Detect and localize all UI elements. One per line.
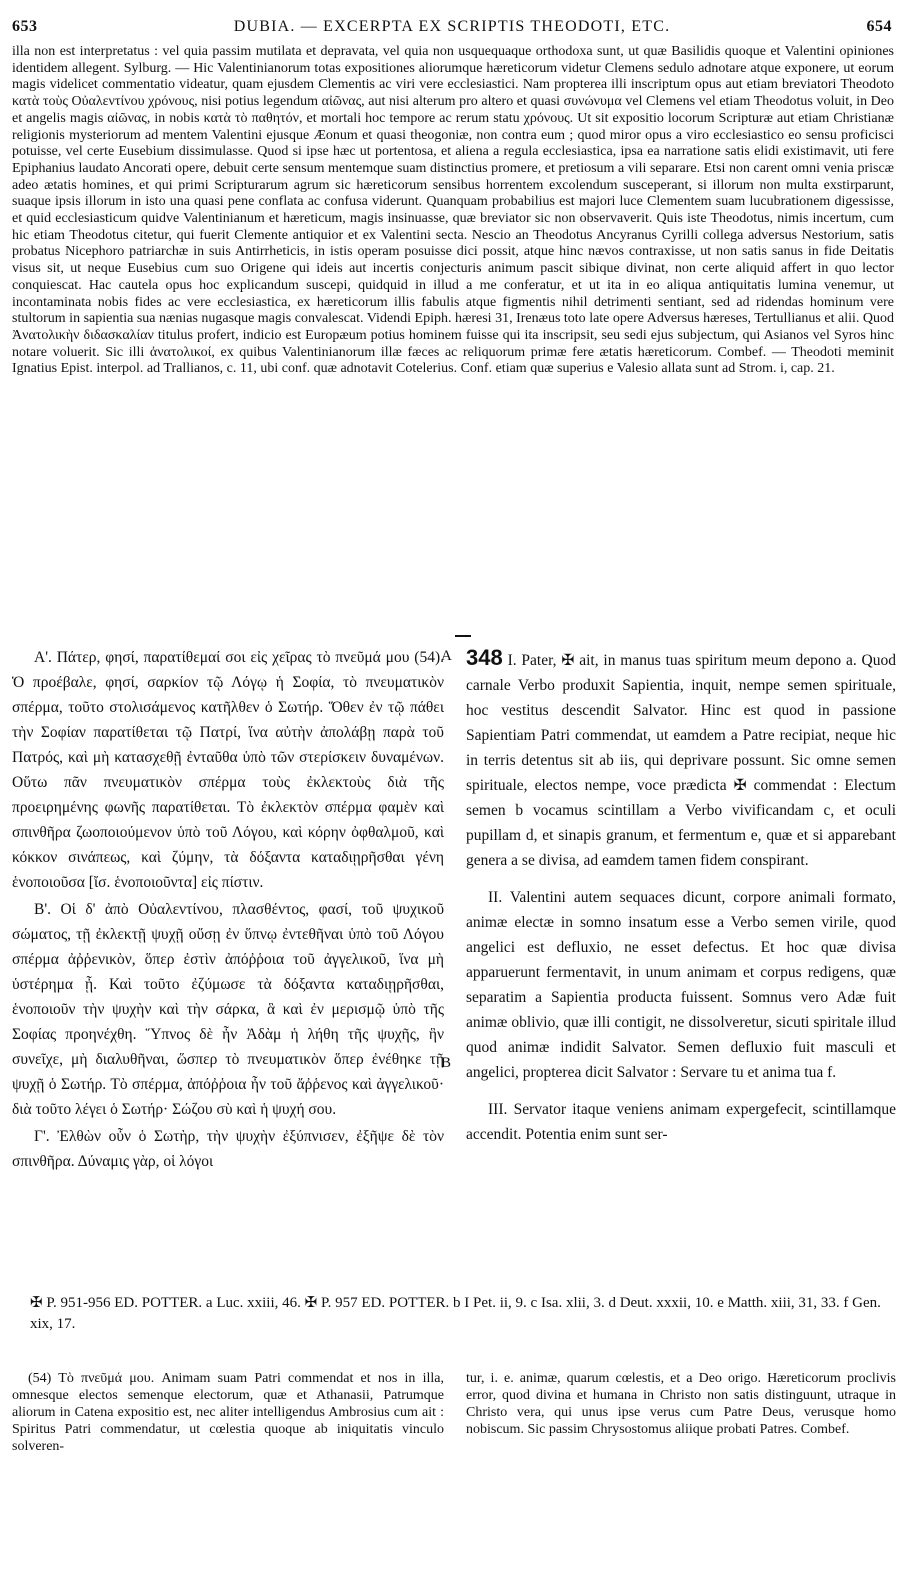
page-number-right: 654 [866,18,892,35]
greek-paragraph-3: Γ'. Ἐλθὼν οὖν ὁ Σωτὴρ, τὴν ψυχὴν ἐξύπνισεν, ἐξῆψε δὲ τὸν σπινθῆρα. Δύναμις γὰρ, οἱ λόγοι [12,1128,444,1170]
latin-paragraph-3: III. Servator itaque veniens animam expergefecit, scintillamque accendit. Potentia enim sunt ser- [466,1101,896,1143]
running-header [12,18,892,42]
section-divider [455,635,471,637]
greek-column [12,645,444,1176]
footnote-references: ✠ P. 951-956 ED. POTTER. a Luc. xxiii, 46. ✠ P. 957 ED. POTTER. b I Pet. ii, 9. c Isa. xlii, 3. d Deut. xxxii, 10. e Matth. xiii, 31, 33. f Gen. xix, 17. [30,1295,881,1332]
intro-commentary: illa non est interpretatus : vel quia passim mutilata et depravata, vel quia non usquequaque orthodoxa sunt, ut quæ Basilidis quoque et Valentini opiniones identidem allegent. Sylburg. — Hic Valentinianorum totas expositiones aliorumque hæreticorum videtur Clemens sedulo adnotare atque exponere, ut eorum magis videlicet commentatio videatur, quam ejusdem Clementis ac viri vere ecclesiastici. Nam propterea illi inscriptum opus aut etiam breviatori Theodoto κατὰ τοὺς Οὐαλεντίνου χρόνους, nisi potius legendum αἰῶνας, aut nisi alterum pro altero et quasi συνώνυμα vel Clemens vel etiam Theodotus voluit, in Deo et angelis magis αἰῶνας, in nobis κατὰ τὸ παθητόν, et mortali hoc tempore ac rerum statu χρόνους. Ut sit expositio locorum Scripturæ aut etiam Christianæ religionis mysteriorum ad mentem Valentini ejusque Æonum et quasi theogoniæ, non contra eum ; quod miror opus a viro ecclesiastico eo sensu proficisci potuisse, vel certe Eusebium dissimulasse. Quod si ipse hæc ut portentosa, et aliena a regula ecclesiastica, ipsa ea narratione satis elidi existimavit, uti fere Epiphanius laudato Ancorati opere, debuit certe sensum mentemque suam distinctius promere, et pretiosum a vili separare. Etsi non carent omni venia priscæ adeo ætatis homines, et qui primi Scripturarum agrum sic hæreticorum sensibus horrentem excolendum susceperant, si illorum non multa exstirparunt, suaque ipsis illorum in isto una quasi pene conflata ac confusa viderunt. Quanquam probabilius est majori luce Clementem suam lucubrationem digessisse, et quid ecclesiasticum quidve Valentinianum et hæreticum, magis insinuasse, quæ breviator sic non observaverit. Quis iste Theodotus, nimis incertum, cum hic etiam Theodotus citetur, qui fuerit Clemente antiquior et ex Valentini secta. Nescio an Theodotus Ancyranus Cyrilli collega adversus Nestorium, satis probatus Nicephoro patriarchæ in suis Antirrheticis, in istis operam posuisse dici possit, atque hinc nævos contraxisse, ut non satis sanus in fide Deitatis visus sit, ut neque Eusebius cum suo Origene qui ideis aut incertis conjecturis animum pascit sibique divinat, non certe aliquid affert in quo lector conquiescat. Hac cautela opus hoc explicandum suscepi, quidquid in illud a me conferatur, et ut ita in eo aliqua antiquitatis lumina venemur, ut incontaminata nobis fides ac vere ecclesiastica, ex hæreticorum illis fabulis atque figmentis nihil detrimenti sentiant, sed ad ridendas hominum vere stultorum in sapientia sua nænias nugasque magis convalescat. Videndi Epiph. hæresi 31, Irenæus toto late opere Adversus hæreses, Tertullianus et alii. Quod Ἀνατολικὴν διδασκαλίαν titulus profert, indicio est Europæum potius hominem fuisse qui ita inscripsit, seu sedi ejus subjectum, qui Asianos vel Syros hinc notare voluerit. Sic illi ἀνατολικοί, ex quibus Valentinianorum illæ fæces ac reliquorum primæ fere ætatis hæreticorum. Combef. — Theodoti meminit Ignatius Epist. interpol. ad Trallianos, c. 11, ubi conf. quæ adnotavit Cotelerius. Conf. etiam quæ superius e Valesio allata sunt ad Strom. i, cap. 21. [12,44,894,377]
greek-paragraph-2: Β'. Οἱ δ' ἀπὸ Οὐαλεντίνου, πλασθέντος, φασί, τοῦ ψυχικοῦ σώματος, τῇ ἐκλεκτῇ ψυχῇ οὔσῃ ἐν ὕπνῳ ἐντεθῆναι ὑπὸ τοῦ Λόγου σπέρμα ἀῤῥενικὸν, ὅπερ ἐστὶν ἀπόῤῥοια τοῦ ἀγγελικοῦ, ἵνα μὴ ὑστέρημα ᾖ. Καὶ τοῦτο ἐζύμωσε τὰ δόξαντα καταδιῃρῆσθαι, ἑνοποιοῦν τὴν ψυχὴν καὶ τὴν σάρκα, ἃ καὶ ἐν μερισμῷ ὑπὸ τῆς Σοφίας προηνέχθη. Ὕπνος δὲ ἦν Ἀδὰμ ἡ λήθη τῆς ψυχῆς, ἣν συνεῖχε, μὴ διαλυθῆναι, ὥσπερ τὸ πνευματικὸν ὅπερ ἐνέθηκε τῇ ψυχῇ ὁ Σωτήρ. Τὸ σπέρμα, ἀπόῤῥοια ἦν τοῦ ἄῤῥενος καὶ ἀγγελικοῦ· διὰ τοῦτο λέγει ὁ Σωτήρ· Σώζου σὺ καὶ ἡ ψυχή σου. [12,901,444,1118]
page-number-left: 653 [12,18,38,35]
latin-paragraph-1 [466,645,896,873]
column-number: 348 [466,645,503,670]
editor-note-left [12,1370,444,1455]
running-title: DUBIA. — EXCERPTA EX SCRIPTIS THEODOTI, ETC. [233,18,671,35]
editor-note-right [466,1370,896,1438]
editor-note-right-text: tur, i. e. animæ, quarum cœlestis, et a Deo origo. Hæreticorum proclivis error, quod divina et humana in Christo non satis distinguunt, utraque in Christo vera, qui unus ipse verus cum Patre Deus, verusque homo nobiscum. Sic passim Chrysostomus aliique probati Patres. Combef. [466,1371,896,1437]
editor-note-left-text: (54) Τὸ πνεῦμά μου. Animam suam Patri commendat et nos in illa, omnesque electos semenque electorum, quæ et Athanasii, Patrumque aliorum in Catena expositio est, nec aliter intelligendus Ambrosius cum ait : Spiritus Patri commendatur, ut cœlestia quoque ab iniquitatis vinculo solveren- [12,1371,444,1454]
latin-paragraph-2: II. Valentini autem sequaces dicunt, corpore animali formato, animæ electæ in somno insatum esse a Verbo semen virile, quod angelici est defluxio, ne esset defectus. Et hoc quæ divisa apparuerunt fermentavit, in unum animam et corpus redigens, quæ separatim a Sapientia producta fuissent. Somnus vero Adæ fuit animæ oblivio, quæ illi contigit, ne dissolveretur, sicuti spiritale illud quod animæ indidit Salvator. Semen defluxio fuit masculi et angelici, propterea dicit Salvator : Servare tu et anima tua f. [466,889,896,1081]
margin-marker-b: B [441,1055,452,1071]
margin-marker-a: A [441,648,452,664]
greek-paragraph-1: Α'. Πάτερ, φησί, παρατίθεμαί σοι εἰς χεῖρας τὸ πνεῦμά μου (54). Ὁ προέβαλε, φησί, σαρκίον τῷ Λόγῳ ἡ Σοφία, τὸ πνευματικὸν σπέρμα, τοῦτο στολισάμενος κατῆλθεν ὁ Σωτήρ. Ὅθεν ἐν τῷ πάθει τὴν Σοφίαν παρατίθεται τῷ Πατρί, ἵνα αὐτὴν ἀπολάβῃ παρὰ τοῦ Πατρός, καὶ μὴ κατασχεθῇ ἐνταῦθα ὑπὸ τῶν στερίσκειν δυναμένων. Οὕτω πᾶν πνευματικὸν σπέρμα τοὺς ἐκλεκτοὺς διὰ τῆς προειρημένης φωνῆς παρατίθεται. Τὸ ἐκλεκτὸν σπέρμα φαμὲν καὶ σπινθῆρα ζωοποιούμενον ὑπὸ τοῦ Λόγου, καὶ κόρην ὀφθαλμοῦ, καὶ κόκκον σινάπεως, καὶ ζύμην, τὰ δόξαντα καταδιῃρῆσθαι γένη ἑνοποιοῦσα [ἴσ. ἑνοποιοῦντα] εἰς πίστιν. [12,649,444,891]
latin-column [466,645,896,1159]
latin-paragraph-1-text: I. Pater, ✠ ait, in manus tuas spiritum meum depono a. Quod carnale Verbo produxit Sapientia, inquit, nempe semen spirituale, hoc vestitus descendit Salvator. Hinc est quod in passione Sapientiam Patri commendat, ut eamdem a Patre recipiat, neque hic in terris detentus sit ab iis, qui deprivare possunt. Sic omne semen spirituale, electos nempe, voce prædicta ✠ commendat : Electum semen b vocamus scintillam a Verbo vivificandam c, et oculi pupillam d, et sinapis granum, et fermentum e, quæ et si apparebant genera a se divisa, ad eamdem tamen fidem conspirant. [466,652,896,869]
